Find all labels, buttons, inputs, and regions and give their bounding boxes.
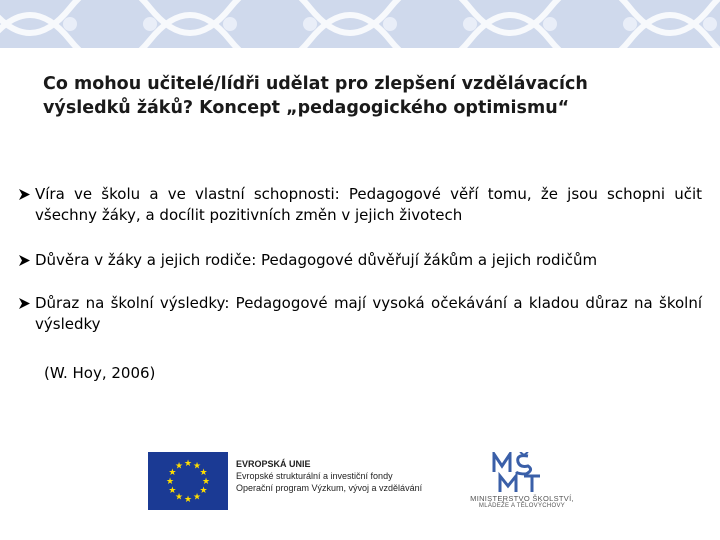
msmt-ministry-line: MINISTERSTVO ŠKOLSTVÍ, — [470, 494, 574, 503]
bullet-item-trust — [18, 250, 702, 271]
bullet-item-belief — [18, 184, 702, 226]
arrow-bullet-icon — [18, 250, 32, 271]
slide-title-line-1: Co mohou učitelé/lídři udělat pro zlepšení vzdělávacích — [43, 74, 588, 94]
eu-logo — [148, 452, 448, 510]
bullet-text: Důraz na školní výsledky: Pedagogové mají vysoká očekávání a kladou důraz na školní výsledky — [35, 294, 702, 333]
eu-star-icon: ★ — [201, 477, 211, 487]
eu-star-icon: ★ — [168, 486, 177, 496]
bullet-item-emphasis — [18, 293, 702, 335]
slide-title-line-2: výsledků žáků? Koncept „pedagogického optimismu“ — [43, 98, 570, 118]
eu-star-icon: ★ — [174, 461, 184, 472]
header-pattern-icon — [0, 0, 720, 48]
msmt-logo-icon — [490, 452, 554, 494]
eu-flag-icon — [148, 452, 228, 510]
eu-star-icon: ★ — [183, 495, 193, 505]
header-decoration — [0, 0, 720, 48]
eu-star-icon: ★ — [192, 461, 202, 472]
eu-star-icon: ★ — [199, 468, 208, 478]
eu-funds-line: Evropské strukturální a investiční fondy — [236, 471, 393, 481]
bullet-text: Víra ve školu a ve vlastní schopnosti: Pedagogové věří tomu, že jsou schopni učit všechny žáky, a docílit pozitivních změn v jejich životech — [35, 185, 702, 224]
bullet-text: Důvěra v žáky a jejich rodiče: Pedagogové důvěřují žákům a jejich rodičům — [35, 251, 598, 269]
eu-program-line: Operační program Výzkum, vývoj a vzdělávání — [236, 483, 423, 493]
eu-star-icon: ★ — [199, 486, 208, 496]
eu-star-icon: ★ — [192, 492, 202, 503]
eu-star-icon: ★ — [165, 477, 175, 487]
eu-star-icon: ★ — [183, 459, 193, 469]
eu-star-icon: ★ — [174, 492, 184, 503]
msmt-ministry-line-2: MLÁDEŽE A TĚLOVÝCHOVY — [478, 503, 566, 509]
eu-logo-text — [236, 458, 451, 494]
msmt-logo — [470, 452, 574, 512]
citation: (W. Hoy, 2006) — [44, 364, 156, 382]
arrow-bullet-icon — [18, 293, 32, 314]
arrow-bullet-icon — [18, 184, 32, 205]
eu-heading: EVROPSKÁ UNIE — [236, 459, 311, 469]
eu-star-icon: ★ — [168, 468, 177, 478]
slide-title — [43, 72, 683, 120]
